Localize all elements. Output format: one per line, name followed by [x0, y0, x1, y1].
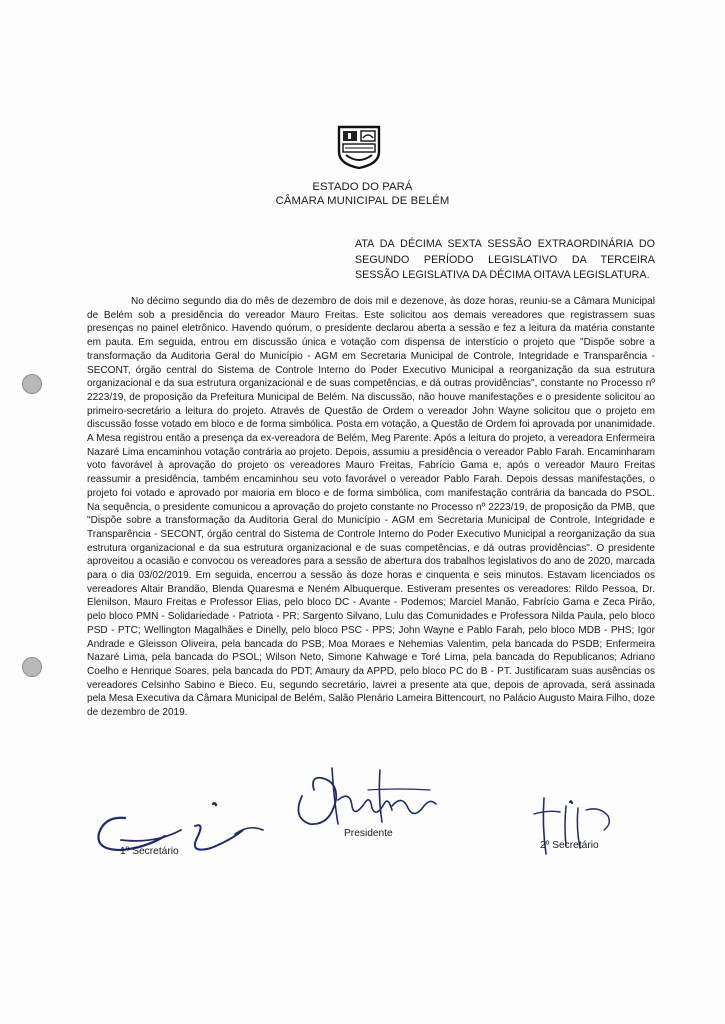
first-secretary-label: 1º Secretário [120, 846, 179, 857]
punch-hole-top [22, 374, 42, 394]
document-header [0, 180, 725, 208]
coat-of-arms-lettering [336, 124, 337, 125]
coat-of-arms-graphic [336, 124, 382, 170]
state-name: ESTADO DO PARÁ [312, 181, 413, 193]
document-title: ATA DA DÉCIMA SEXTA SESSÃO EXTRAORDINÁRIA DO SEGUNDO PERÍODO LEGISLATIVO DA TERCEIRA SESSÃO LEGISLATIVA DA DÉCIMA OITAVA LEGISLATURA. [355, 238, 655, 281]
signature-area [0, 760, 725, 880]
president-label: Presidente [344, 828, 393, 839]
first-secretary-signature [85, 778, 285, 868]
minutes-body: No décimo segundo dia do mês de dezembro de dois mil e dezenove, às doze horas, reuniu-se a Câmara Municipal de Belém sob a presidência do vereador Mauro Freitas. Este solicitou aos demais vereadores que registrassem suas presenças no painel eletrônico. Havendo quórum, o presidente declarou aberta a sessão e fez a leitura da matéria constante em pauta. Em seguida, entrou em discussão única e votação com dispensa de interstício o projeto que "Dispõe sobre a transformação da Auditoria Geral do Município - AGM em Secretaria Municipal de Controle, Integridade e Transparência - SECONT, órgão central do Sistema de Controle Interno do Poder Executivo Municipal a reorganização da sua estrutura organizacional e da sua estrutura organizacional e de suas competências, e dá outras providências", constante no Processo nº 2223/19, de proposição da Prefeitura Municipal de Belém. Na discussão, não houve manifestações e o presidente solicitou ao primeiro-secretário a leitura do projeto. Através de Questão de Ordem o vereador John Wayne solicitou que o projeto em discussão fosse votado em bloco e de forma simbólica. Posta em votação, a Questão de Ordem foi aprovada por unanimidade. A Mesa registrou então a presença da ex-vereadora de Belém, Meg Parente. Após a leitura do projeto, a vereadora Enfermeira Nazaré Lima encaminhou votação contrária ao projeto. Depois, assumiu a presidência o vereador Pablo Farah. Encaminharam voto favorável à aprovação do projeto os vereadores Mauro Freitas, Fabrício Gama e, após o vereador Mauro Freitas reassumir a presidência, também encaminhou seu voto favorável o vereador Pablo Farah. Depois dessas manifestações, o projeto foi votado e aprovado por maioria em bloco e de forma simbólica, com manifestação contrária da bancada do PSOL. Na sequência, o presidente comunicou a aprovação do projeto constante no Processo nº 2223/19, de proposição da PMB, que "Dispõe sobre a transformação da Auditoria Geral do Município - AGM em Secretaria Municipal de Controle, Integridade e Transparência - SECONT, órgão central do Sistema de Controle Interno do Poder Executivo Municipal a reorganização da sua estrutura organizacional e da sua estrutura organizacional e de suas competências, e dá outras providências". O presidente aproveitou a ocasião e convocou os vereadores para a sessão de abertura dos trabalhos legislativos do ano de 2020, marcada para o dia 03/02/2019. Em seguida, encerrou a sessão às doze horas e cinquenta e seis minutos. Estavam licenciados os vereadores Altair Brandão, Blenda Quaresma e Neném Albuquerque. Estiveram presentes os vereadores: Rildo Pessoa, Dr. Elenilson, Mauro Freitas e Professor Elias, pelo bloco DC - Avante - Podemos; Marciel Manão, Fabrício Gama e Zeca Pirão, pelo bloco PMN - Solidariedade - Patriota - PR; Sargento Silvano, Lulu das Comunidades e Professora Nilda Paula, pelo bloco PSD - PTC; Wellington Magalhães e Dinelly, pelo bloco PSC - PPS; John Wayne e Pablo Farah, pelo bloco MDB - PHS; Igor Andrade e Gleisson Oliveira, pela bancada do PSB; Moa Moraes e Nehemias Valentim, pela bancada do PSDB; Enfermeira Nazaré Lima, pela bancada do PSOL; Wilson Neto, Simone Kahwage e Toré Lima, pela bancada do Republicanos; Adriano Coelho e Henrique Soares, pela bancada do PDT; Amaury da APPD, pelo bloco PC do B - PT. Justificaram suas ausências os vereadores Celsinho Sabino e Bieco. Eu, segundo secretário, lavrei a presente ata que, depois de aprovada, será assinada pela Mesa Executiva da Câmara Municipal de Belém, Salão Plenário Lameira Bittencourt, no Palácio Augusto Maira Filho, doze de dezembro de 2019. [87, 296, 655, 719]
coat-of-arms-icon [336, 124, 382, 170]
second-secretary-label: 2º Secretário [540, 840, 599, 851]
chamber-name: CÂMARA MUNICIPAL DE BELÉM [275, 195, 450, 207]
punch-hole-bottom [22, 657, 42, 677]
